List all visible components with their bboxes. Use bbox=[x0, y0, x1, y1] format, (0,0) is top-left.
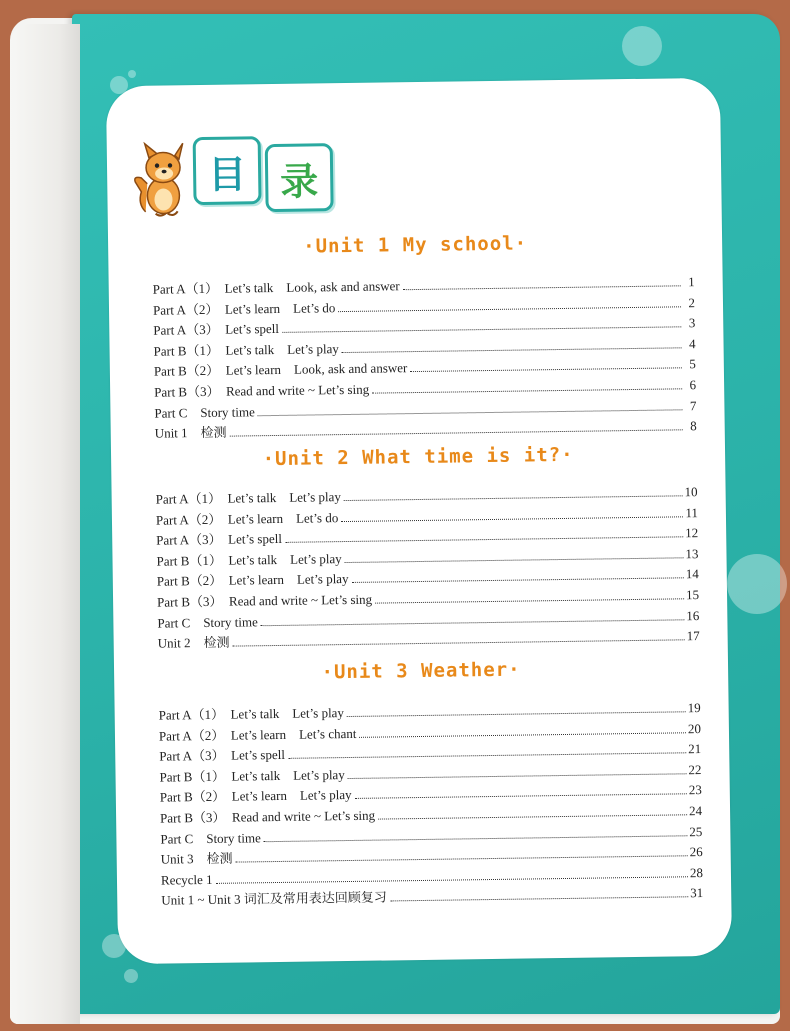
dot-leader bbox=[348, 772, 687, 779]
toc-entry-page: 31 bbox=[690, 885, 704, 901]
dot-leader bbox=[282, 326, 681, 334]
toc-entry-label: Unit 1 检测 bbox=[154, 424, 227, 441]
toc-entry-page: 24 bbox=[688, 803, 703, 819]
toc-entry-page: 25 bbox=[689, 823, 703, 839]
toc-entry-label: Part A（3） Let’s spell bbox=[153, 321, 280, 338]
toc-entry-page: 20 bbox=[687, 720, 702, 736]
dot-leader bbox=[390, 896, 688, 902]
toc-entry-label: Part A（1） Let’s talk Let’s play bbox=[158, 705, 345, 723]
toc-entry-page: 15 bbox=[685, 587, 700, 603]
toc-entry-label: Part C Story time bbox=[160, 829, 261, 847]
toc-entry-page: 4 bbox=[688, 335, 696, 352]
decor-bubble bbox=[727, 554, 787, 614]
toc-entry-page: 14 bbox=[685, 566, 699, 582]
dot-leader bbox=[344, 494, 683, 501]
toc-entry-label: Part A（1） Let’s talk Look, ask and answer bbox=[152, 278, 400, 297]
toc-entry-page: 26 bbox=[689, 844, 703, 860]
toc-entry-label: Unit 3 检测 bbox=[160, 850, 233, 867]
toc-entry-label: Part A（3） Let’s spell bbox=[156, 531, 283, 548]
dot-leader bbox=[359, 731, 686, 738]
toc-entry-page: 3 bbox=[688, 315, 696, 331]
toc-entry-label: Recycle 1 bbox=[160, 871, 213, 888]
unit-heading: ·Unit 3 Weather· bbox=[321, 658, 521, 684]
toc-entry-page: 6 bbox=[689, 377, 697, 393]
decor-bubble bbox=[622, 26, 662, 66]
toc-entry-label: Unit 1 ~ Unit 3 词汇及常用表达回顾复习 bbox=[161, 889, 387, 909]
unit-heading: ·Unit 2 What time is it?· bbox=[262, 443, 574, 471]
toc-entry-label: Part A（2） Let’s learn Let’s do bbox=[155, 509, 339, 528]
toc-entry-page: 11 bbox=[685, 504, 699, 520]
dot-leader bbox=[352, 577, 684, 584]
toc-entry-label: Part C Story time bbox=[157, 613, 258, 631]
toc-entry-page: 22 bbox=[688, 761, 702, 778]
dot-leader bbox=[410, 367, 682, 373]
cartoon-dog-icon bbox=[131, 141, 192, 220]
toc-title-char: 目 bbox=[193, 136, 262, 205]
toc-entry-page: 2 bbox=[688, 294, 696, 310]
left-page-edge bbox=[10, 24, 80, 1024]
dot-leader bbox=[285, 535, 683, 543]
dot-leader bbox=[375, 597, 684, 603]
toc-entry-label: Part C Story time bbox=[154, 403, 255, 421]
toc-entry-label: Part B（1） Let’s talk Let’s play bbox=[159, 766, 345, 785]
toc-entry-label: Part B（3） Read and write ~ Let’s sing bbox=[157, 591, 373, 610]
dot-leader bbox=[355, 793, 687, 800]
dot-leader bbox=[342, 346, 682, 353]
toc-entry-label: Part B（2） Let’s learn Let’s play bbox=[156, 571, 349, 590]
dot-leader bbox=[403, 284, 681, 290]
toc-entry-page: 17 bbox=[686, 628, 700, 644]
toc-entry-page: 8 bbox=[690, 418, 697, 434]
toc-entry-label: Part B（3） Read and write ~ Let’s sing bbox=[160, 807, 376, 826]
toc-entry-label: Part A（2） Let’s learn Let’s chant bbox=[158, 725, 357, 744]
toc-entry-label: Part A（2） Let’s learn Let’s do bbox=[152, 299, 336, 318]
toc-card bbox=[106, 78, 732, 964]
decor-bubble bbox=[128, 70, 136, 78]
toc-entry-label: Part B（2） Let’s learn Look, ask and answer bbox=[153, 360, 408, 380]
toc-entry-label: Part B（1） Let’s talk Let’s play bbox=[156, 550, 342, 569]
dot-leader bbox=[233, 638, 685, 646]
decor-bubble bbox=[124, 969, 138, 983]
toc-entry-page: 12 bbox=[685, 525, 699, 541]
toc-entry-page: 10 bbox=[684, 484, 698, 500]
toc-entry-label: Part B（3） Read and write ~ Let’s sing bbox=[154, 381, 370, 400]
toc-entry-page: 19 bbox=[687, 700, 701, 716]
dot-leader bbox=[347, 710, 686, 717]
toc-entry-label: Part B（2） Let’s learn Let’s play bbox=[159, 787, 352, 806]
toc-entry-page: 13 bbox=[685, 545, 699, 562]
dot-leader bbox=[378, 813, 687, 819]
unit-heading: ·Unit 1 My school· bbox=[303, 232, 528, 258]
dot-leader bbox=[341, 515, 683, 522]
dot-leader bbox=[345, 556, 684, 563]
toc-entry-page: 5 bbox=[689, 356, 696, 372]
toc-entry-label: Part A（3） Let’s spell bbox=[159, 747, 286, 764]
dot-leader bbox=[288, 751, 686, 759]
toc-entry-page: 7 bbox=[689, 397, 697, 413]
toc-entry-page: 23 bbox=[688, 782, 702, 798]
toc-entry-page: 16 bbox=[686, 607, 700, 623]
toc-entry-page: 1 bbox=[688, 274, 695, 290]
toc-entry-label: Part B（1） Let’s talk Let’s play bbox=[153, 340, 339, 359]
toc-entry-label: Part A（1） Let’s talk Let’s play bbox=[155, 489, 341, 507]
toc-header bbox=[131, 130, 432, 224]
dot-leader bbox=[230, 428, 683, 436]
toc-entry-page: 21 bbox=[688, 741, 702, 757]
dot-leader bbox=[372, 387, 682, 393]
toc-entry-label: Unit 2 检测 bbox=[157, 634, 230, 651]
dot-leader bbox=[338, 305, 681, 312]
toc-entry-page: 28 bbox=[689, 864, 704, 881]
toc-title-char: 录 bbox=[265, 143, 334, 212]
